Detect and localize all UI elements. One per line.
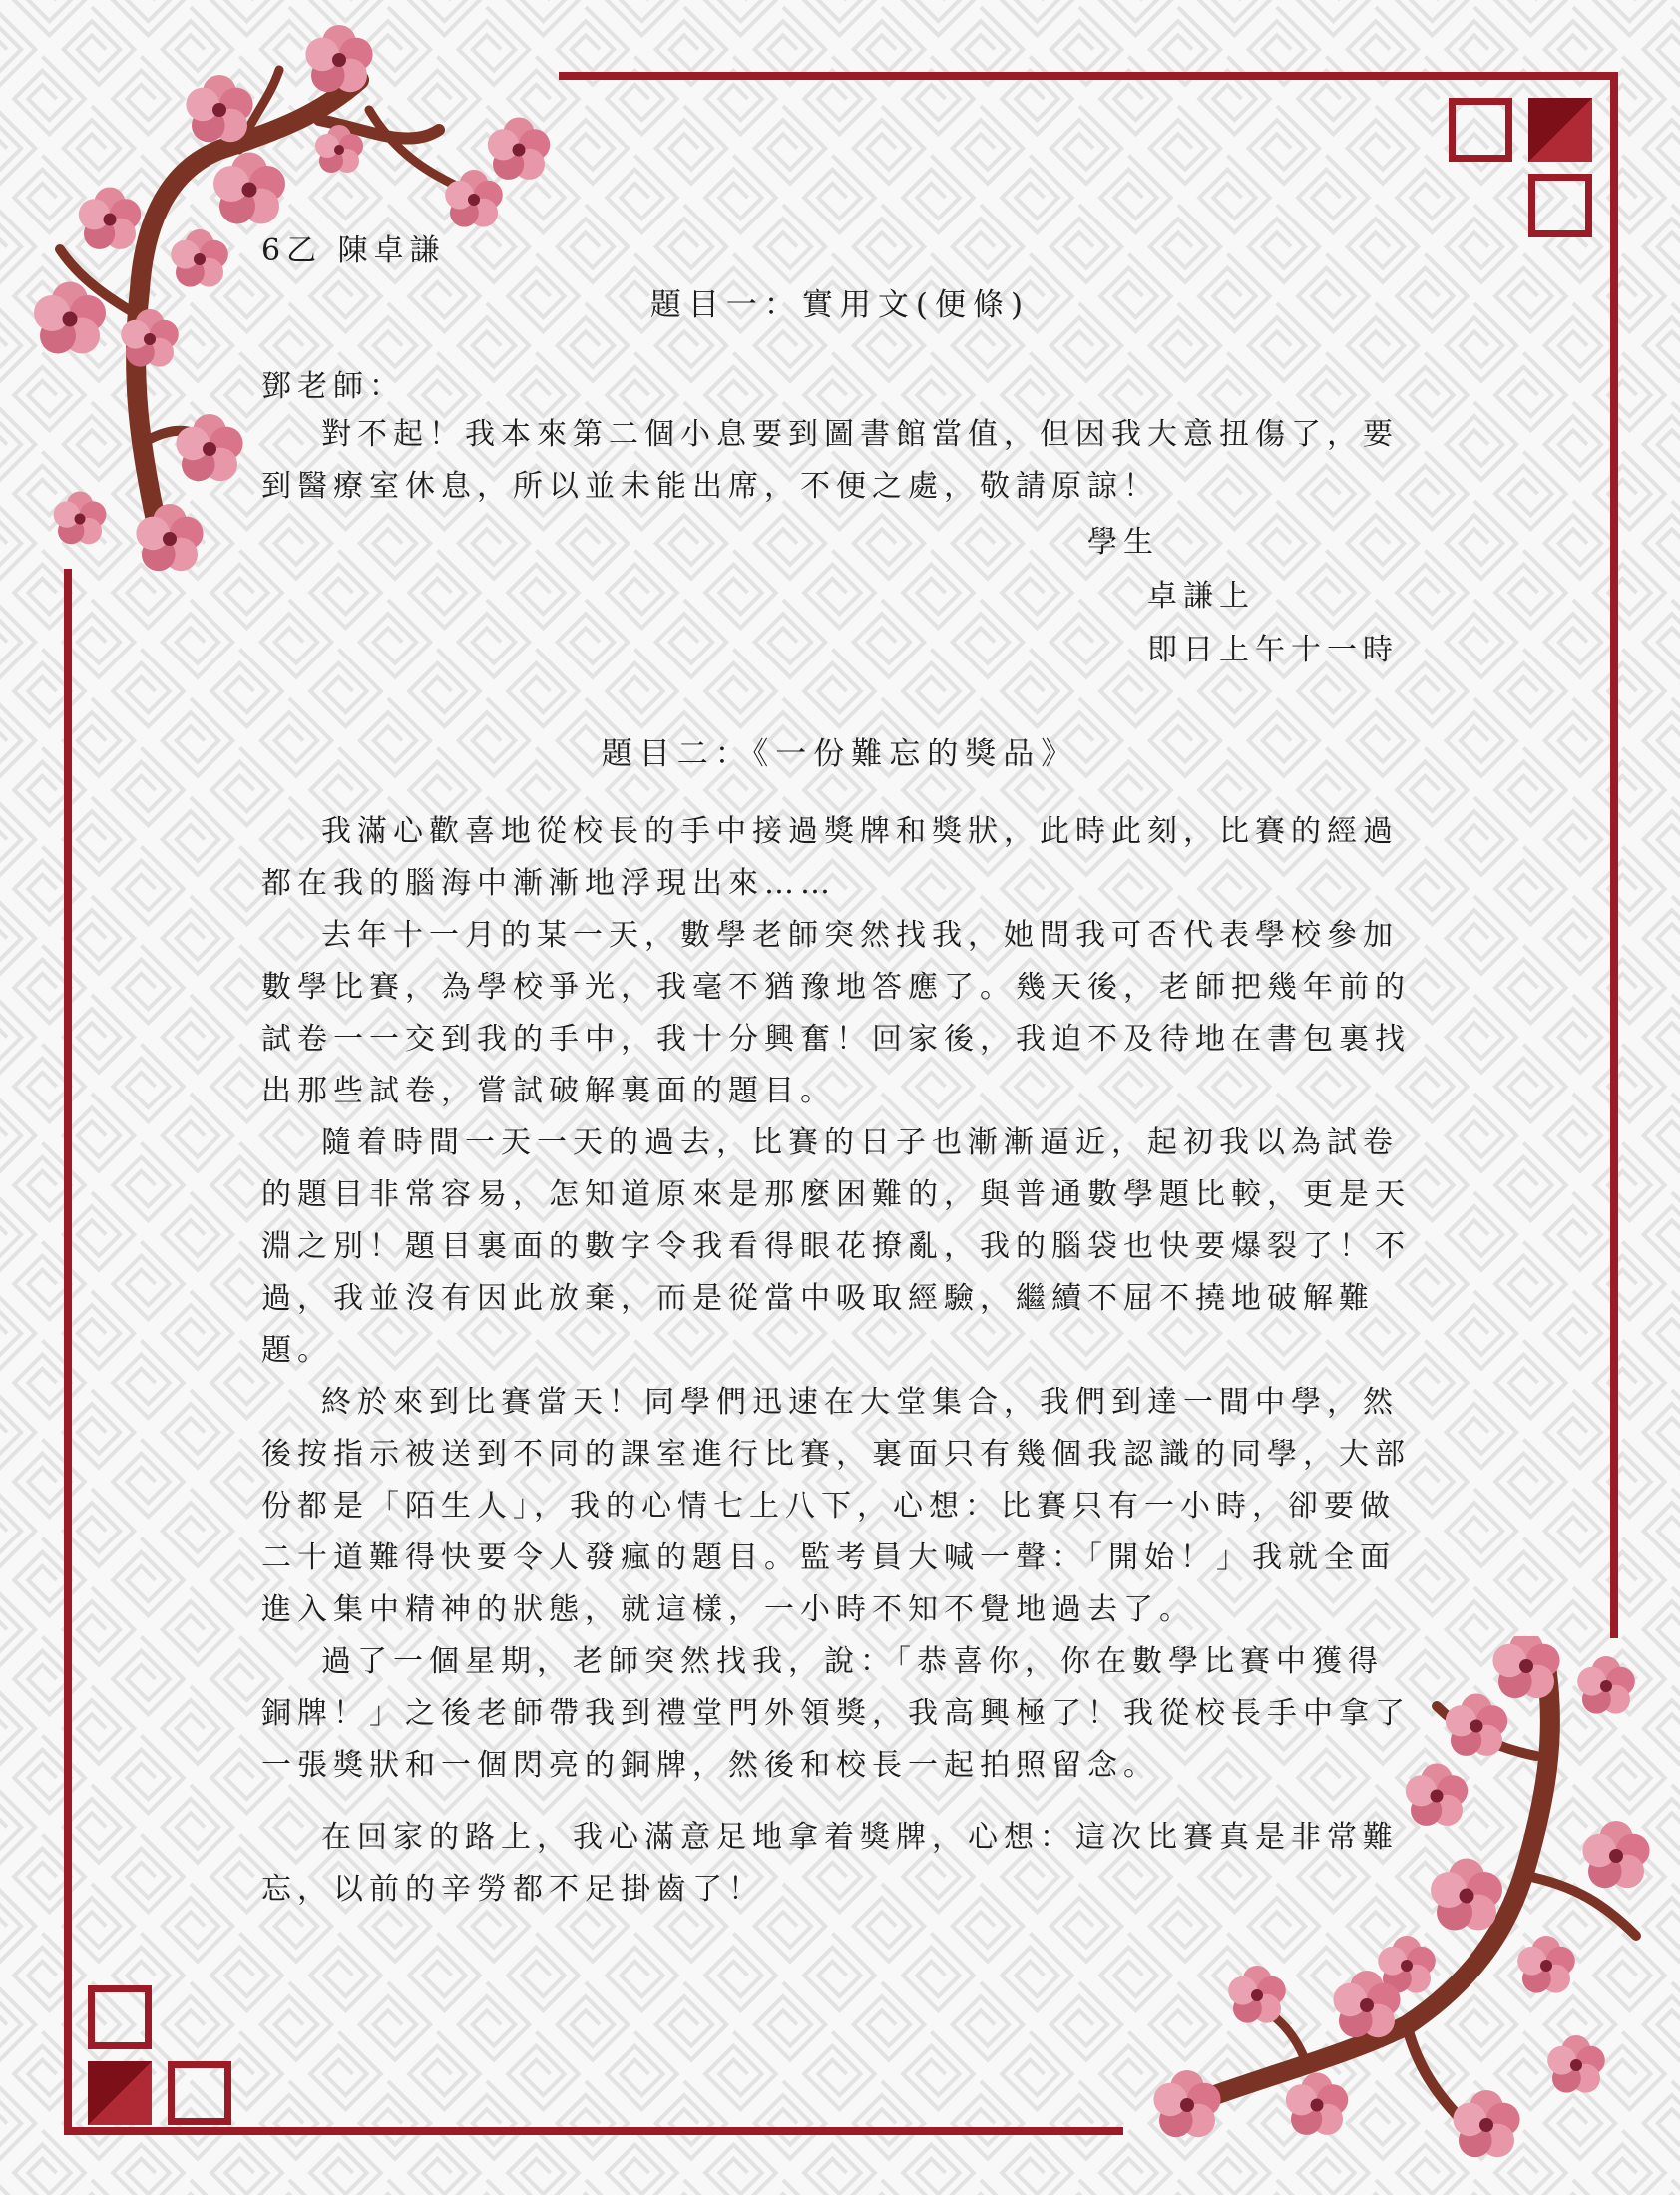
frame-right-line [1610, 72, 1618, 1638]
note-sign-time: 即日上午十一時 [1147, 633, 1399, 667]
corner-square-outline [88, 1985, 152, 2049]
frame-top-line [559, 72, 1618, 80]
note-sign-name: 卓謙上 [1147, 579, 1255, 614]
essay-paragraph: 終於來到比賽當天！同學們迅速在大堂集合，我們到達一間中學，然後按指示被送到不同的課室進行比賽，裏面只有幾個我認識的同學，大部份都是「陌生人」，我的心情七上八下，心想：比賽只有一小時，卻要做二十道難得快要令人發瘋的題目。監考員大喊一聲：「開始！」我就全面進入集中精神的狀態，就這樣，一小時不知不覺地過去了。 [261, 1385, 1411, 1627]
essay-body [261, 806, 1419, 1916]
corner-square-outline [168, 2061, 231, 2125]
corner-square-filled [1528, 98, 1592, 162]
essay-paragraph: 在回家的路上，我心滿意足地拿着獎牌，心想：這次比賽真是非常難忘，以前的辛勞都不足掛齒了！ [261, 1820, 1399, 1907]
section2-title: 題目二：《一份難忘的獎品》 [601, 736, 1079, 772]
frame-bottom-line [64, 2127, 1123, 2135]
section1-title: 題目一：實用文(便條) [649, 287, 1031, 323]
essay-paragraph: 過了一個星期，老師突然找我，說：「恭喜你，你在數學比賽中獲得銅牌！」之後老師帶我到禮堂門外領獎，我高興極了！我從校長手中拿了一張獎狀和一個閃亮的銅牌，然後和校長一起拍照留念。 [261, 1644, 1411, 1783]
corner-square-filled [88, 2061, 152, 2125]
corner-square-outline [1528, 174, 1592, 237]
author-line: 6乙 陳卓謙 [261, 233, 446, 268]
corner-square-outline [1449, 98, 1512, 162]
note-sign-role: 學生 [1087, 525, 1159, 560]
note-body: 對不起！我本來第二個小息要到圖書館當值，但因我大意扭傷了，要到醫療室休息，所以並未能出席，不便之處，敬請原諒！ [261, 417, 1399, 504]
note-greeting: 鄧老師： [261, 369, 405, 404]
essay-paragraph: 我滿心歡喜地從校長的手中接過獎牌和獎狀，此時此刻，比賽的經過都在我的腦海中漸漸地浮現出來…… [261, 814, 1399, 901]
essay-paragraph: 隨着時間一天一天的過去，比賽的日子也漸漸逼近，起初我以為試卷的題目非常容易，怎知道原來是那麼困難的，與普通數學題比較，更是天淵之別！題目裏面的數字令我看得眼花撩亂，我的腦袋也快要爆裂了！不過，我並沒有因此放棄，而是從當中吸取經驗，繼續不屈不撓地破解難題。 [261, 1125, 1411, 1368]
frame-left-line [64, 569, 72, 2135]
essay-paragraph: 去年十一月的某一天，數學老師突然找我，她問我可否代表學校參加數學比賽，為學校爭光，我毫不猶豫地答應了。幾天後，老師把幾年前的試卷一一交到我的手中，我十分興奮！回家後，我迫不及待地在書包裏找出那些試卷，嘗試破解裏面的題目。 [261, 918, 1411, 1108]
